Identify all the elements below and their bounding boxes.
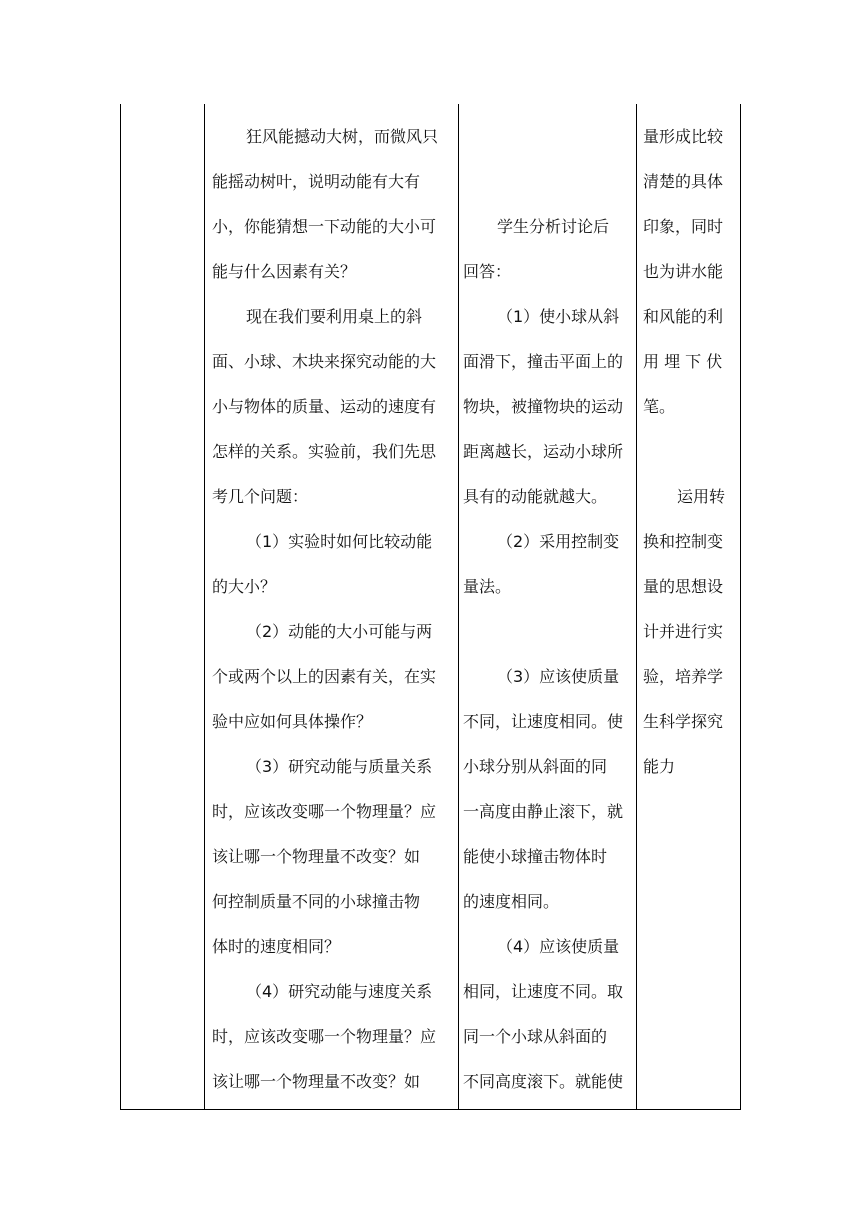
text-line: 体时的速度相同？ [212,937,341,956]
table-border-col1 [204,104,205,1110]
text-line: 何控制质量不同的小球撞击物 [212,892,421,911]
text-line: 能力 [643,757,676,776]
text-line: 的速度相同。 [463,892,560,911]
text-line: 用 埋 下 伏 [643,352,723,371]
text-line: 能使小球撞击物体时 [463,847,608,866]
text-line: 不同，让速度相同。使 [463,712,624,731]
text-line: 时，应该改变哪一个物理量？应 [212,1027,437,1046]
text-line: 印象，同时 [643,217,724,236]
text-line: 和风能的利 [643,307,724,326]
text-line: 怎样的关系。实验前，我们先思 [212,442,437,461]
text-line: 能与什么因素有关？ [212,262,357,281]
table-border-bottom [120,1109,740,1110]
text-line: 清楚的具体 [643,172,724,191]
text-line: 验，培养学 [643,667,724,686]
text-line: 生科学探究 [643,712,724,731]
text-line: 面、小球、木块来探究动能的大 [212,352,437,371]
text-line: 物块，被撞物块的运动 [463,397,624,416]
table-border-right [740,104,741,1110]
text-line: 量的思想设 [643,577,724,596]
text-line: 不同高度滚下。就能使 [463,1072,624,1091]
text-line: 验中应如何具体操作？ [212,712,373,731]
text-line: 量形成比较 [643,127,724,146]
text-line: 具有的动能就越大。 [463,487,608,506]
text-line: （3）研究动能与质量关系 [246,757,433,776]
table-border-col2 [458,104,459,1110]
text-line: 考几个问题： [212,487,309,506]
text-line: 计并进行实 [643,622,724,641]
text-line: （2）动能的大小可能与两 [246,622,433,641]
text-line: 也为讲水能 [643,262,724,281]
text-line: 相同，让速度不同。取 [463,982,624,1001]
text-line: 量法。 [463,577,512,596]
text-line: 回答： [463,262,512,281]
text-line: 运用转 [677,487,726,506]
text-line: 小，你能猜想一下动能的大小可 [212,217,437,236]
text-line: 时，应该改变哪一个物理量？应 [212,802,437,821]
table-border-col3 [636,104,637,1110]
text-line: 小与物体的质量、运动的速度有 [212,397,437,416]
table-cell-empty [121,104,204,1109]
text-line: 该让哪一个物理量不改变？如 [212,847,421,866]
text-line: （3）应该使质量 [497,667,620,686]
text-line: 距离越长，运动小球所 [463,442,624,461]
text-line: （2）采用控制变 [497,532,620,551]
text-line: （1）实验时如何比较动能 [246,532,433,551]
text-line: （4）应该使质量 [497,937,620,956]
text-line: 的大小？ [212,577,277,596]
text-line: 面滑下，撞击平面上的 [463,352,624,371]
text-line: 现在我们要利用桌上的斜 [246,307,423,326]
text-line: 笔。 [643,397,676,416]
text-line: 一高度由静止滚下，就 [463,802,624,821]
text-line: （1）使小球从斜 [497,307,620,326]
text-line: （4）研究动能与速度关系 [246,982,433,1001]
text-line: 狂风能撼动大树，而微风只 [246,127,439,146]
text-line: 换和控制变 [643,532,724,551]
text-line: 同一个小球从斜面的 [463,1027,608,1046]
text-line: 小球分别从斜面的同 [463,757,608,776]
text-line: 能摇动树叶，说明动能有大有 [212,172,421,191]
text-line: 个或两个以上的因素有关，在实 [212,667,437,686]
text-line: 该让哪一个物理量不改变？如 [212,1072,421,1091]
text-line: 学生分析讨论后 [497,217,610,236]
